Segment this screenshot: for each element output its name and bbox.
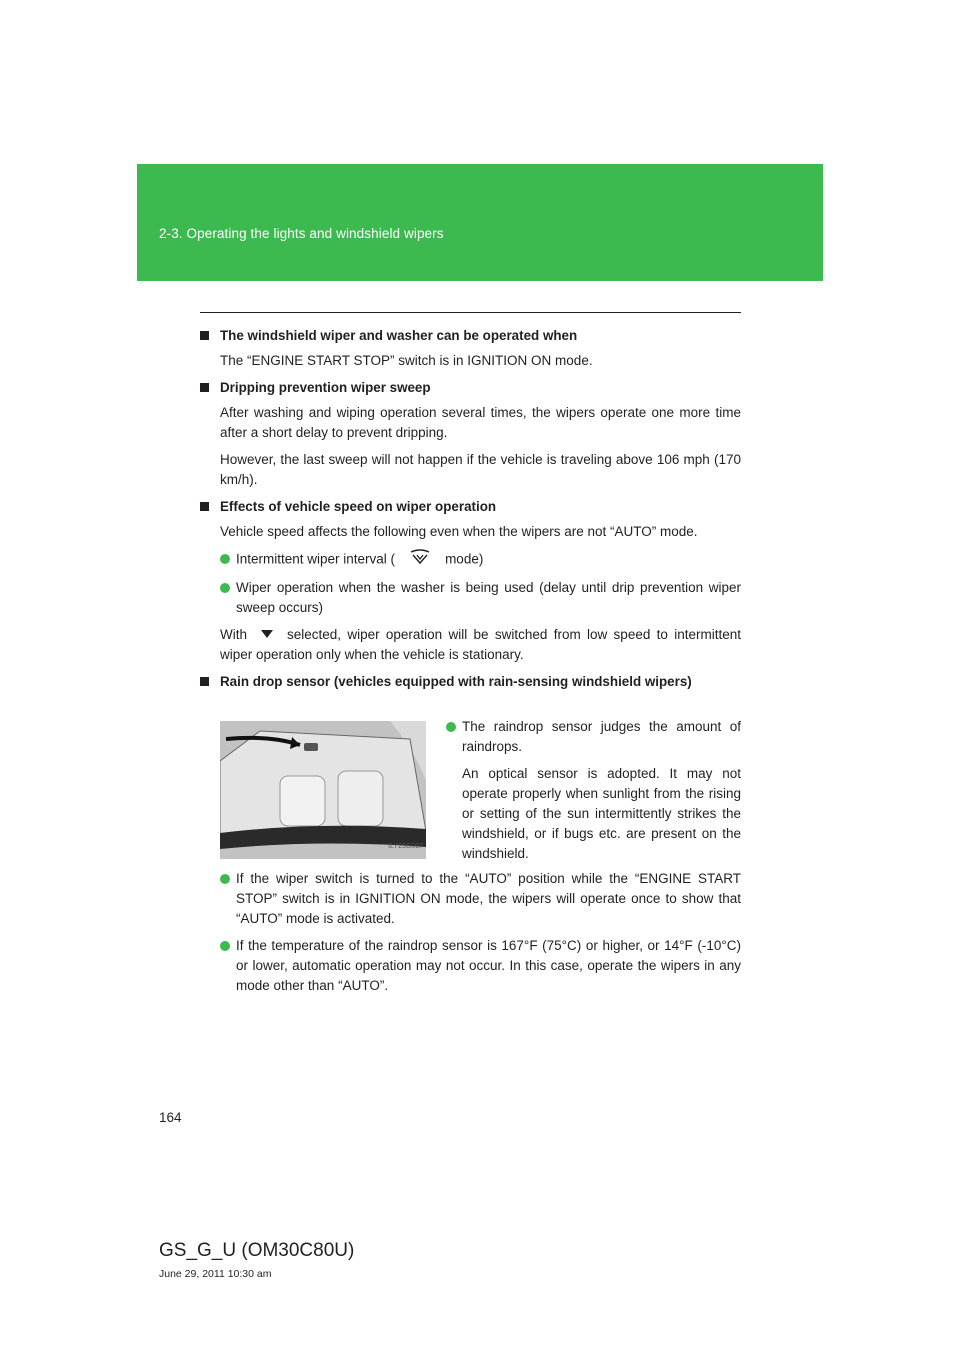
square-bullet-icon	[200, 331, 209, 340]
round-bullet-icon	[446, 722, 456, 732]
heading-dripping-prevention: Dripping prevention wiper sweep	[200, 378, 741, 398]
divider-rule	[200, 312, 741, 313]
page-number: 164	[159, 1110, 182, 1125]
list-item: The raindrop sensor judges the amount of raindrops.	[446, 717, 741, 757]
list-item: Wiper operation when the washer is being used (delay until drip prevention wiper sweep occurs)	[220, 578, 741, 618]
round-bullet-icon	[220, 583, 230, 593]
list-item: If the wiper switch is turned to the “AUTO” position while the “ENGINE START STOP” switch is in IGNITION ON mode, the wipers will operate once to show that “AUTO” mode is activated.	[220, 869, 741, 929]
paragraph: However, the last sweep will not happen if the vehicle is traveling above 106 mph (170 km/h).	[220, 452, 741, 487]
paragraph: With selected, wiper operation will be switched from low speed to intermittent wiper operation only when the vehicle is stationary.	[220, 627, 741, 663]
document-date: June 29, 2011 10:30 am	[159, 1268, 272, 1280]
square-bullet-icon	[200, 383, 209, 392]
round-bullet-icon	[220, 941, 230, 951]
round-bullet-icon	[220, 554, 230, 564]
heading-rain-sensor: Rain drop sensor (vehicles equipped with rain-sensing windshield wipers)	[200, 672, 741, 692]
square-bullet-icon	[200, 677, 209, 686]
down-triangle-icon	[261, 625, 273, 645]
intermittent-wiper-icon	[409, 549, 431, 571]
paragraph: The “ENGINE START STOP” switch is in IGNITION ON mode.	[220, 353, 593, 368]
paragraph: After washing and wiping operation several times, the wipers operate one more time after a short delay to prevent dripping.	[220, 405, 741, 440]
rain-sensor-block	[200, 697, 741, 865]
square-bullet-icon	[200, 502, 209, 511]
paragraph: Vehicle speed affects the following even when the wipers are not “AUTO” mode.	[220, 524, 698, 539]
list-item: If the temperature of the raindrop sensor is 167°F (75°C) or higher, or 14°F (-10°C) or lower, automatic operation may not occur. In this case, operate the wipers in any mode other than “AUTO”.	[220, 936, 741, 996]
image-code: ILY23G007	[388, 843, 423, 851]
section-title: 2-3. Operating the lights and windshield wipers	[159, 226, 444, 241]
heading-vehicle-speed-effects: Effects of vehicle speed on wiper operation	[200, 497, 741, 517]
windshield-photo	[220, 721, 426, 859]
section-header-band	[137, 164, 823, 281]
list-item: Intermittent wiper interval ( mode)	[220, 549, 741, 571]
heading-operation-condition: The windshield wiper and washer can be operated when	[200, 326, 741, 346]
document-code: GS_G_U (OM30C80U)	[159, 1240, 355, 1261]
paragraph: An optical sensor is adopted. It may not operate properly when sunlight from the rising or setting of the sun intermittently strikes the windshield, or if bugs etc. are present on the windshield.	[462, 766, 741, 862]
round-bullet-icon	[220, 874, 230, 884]
page-content	[200, 326, 741, 1003]
rain-sensor-description	[446, 717, 741, 871]
